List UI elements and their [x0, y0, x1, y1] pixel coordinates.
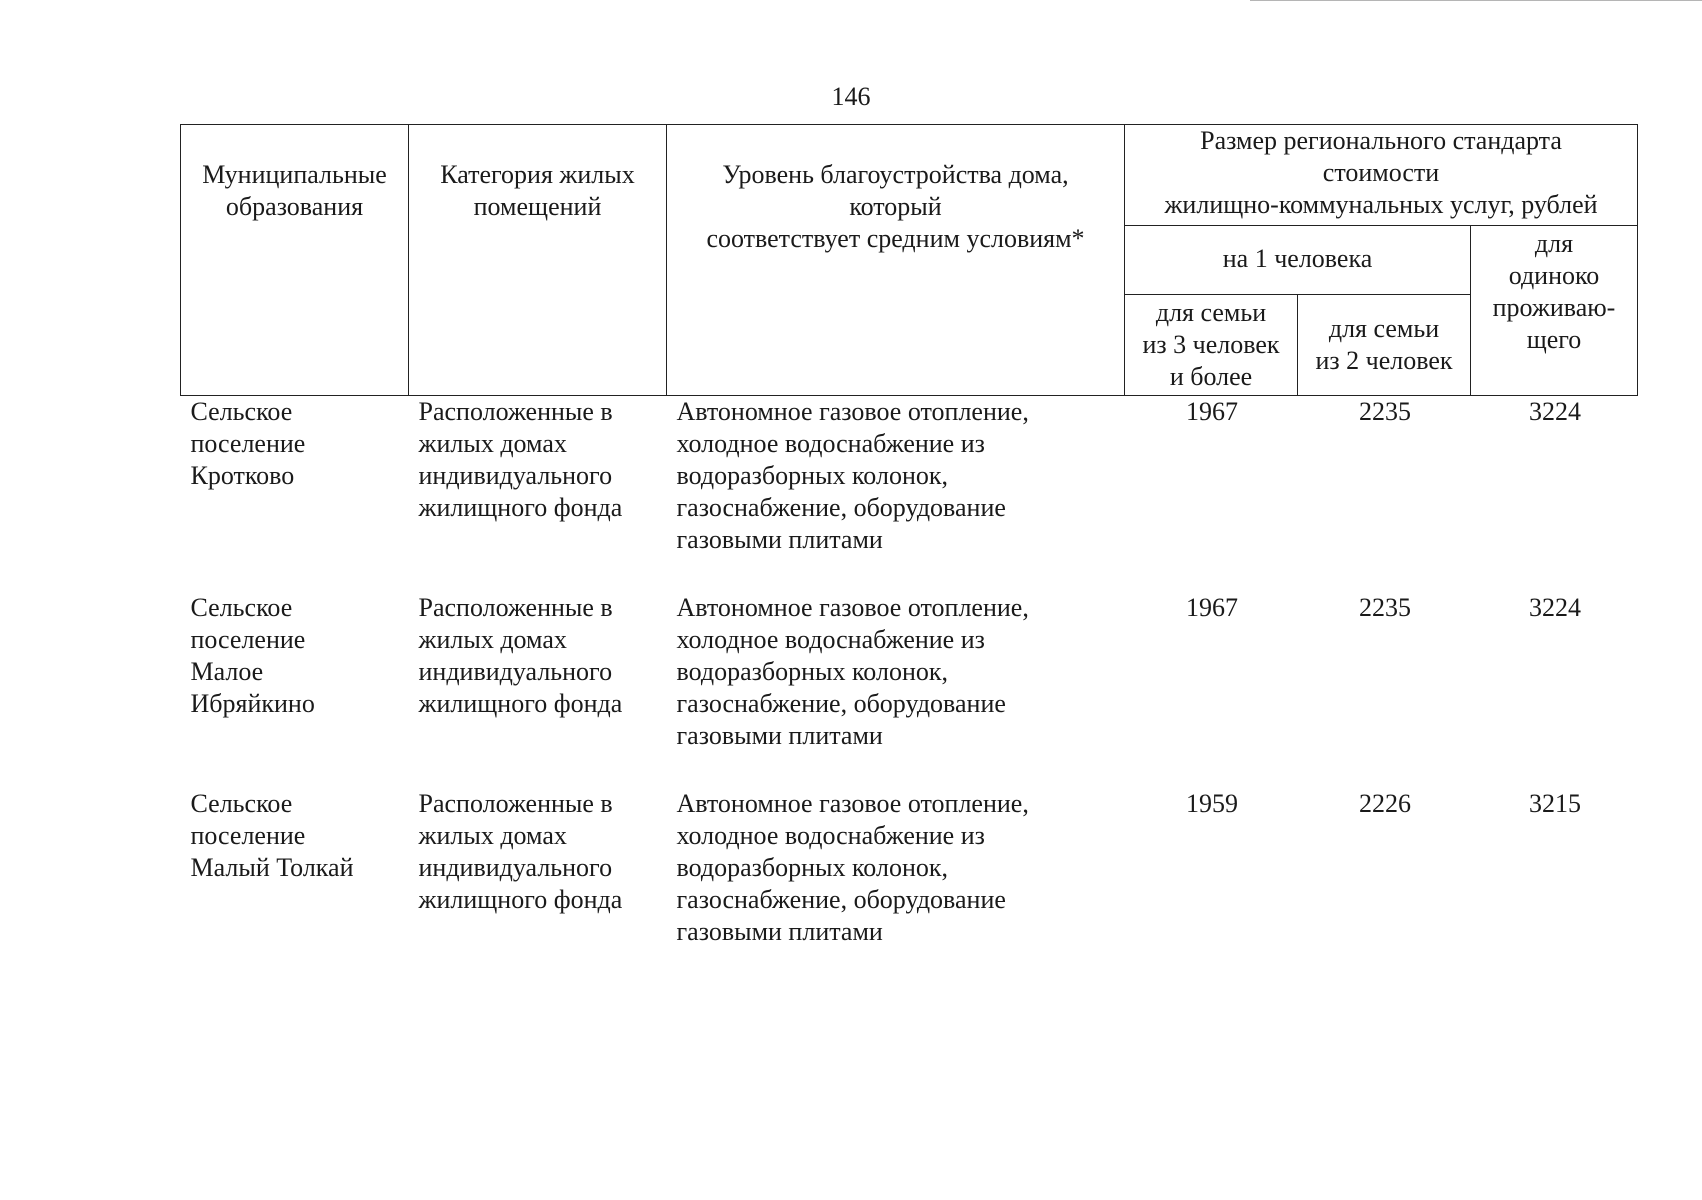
header-single-resident: для одиноко проживаю- щего	[1471, 226, 1638, 396]
cell-family-2: 2235	[1359, 397, 1411, 426]
header-row-1	[181, 125, 1638, 226]
cell-single-resident: 3224	[1529, 593, 1581, 622]
cell-municipality: Сельское поселение Малое Ибряйкино	[190, 593, 315, 718]
cell-amenity-level: Автономное газовое отопление, холодное водоснабжение из водоразборных колонок, газоснабжение, оборудование газовыми плитами	[676, 789, 1029, 946]
cell-family-3-plus: 1967	[1186, 397, 1238, 426]
cell-category: Расположенные в жилых домах индивидуального жилищного фонда	[418, 789, 623, 914]
header-municipality: Муниципальные образования	[181, 125, 409, 396]
cell-municipality: Сельское поселение Кротково	[190, 397, 306, 490]
cell-family-3-plus: 1967	[1186, 593, 1238, 622]
cell-amenity-level: Автономное газовое отопление, холодное водоснабжение из водоразборных колонок, газоснабжение, оборудование газовыми плитами	[676, 593, 1029, 750]
cell-single-resident: 3224	[1529, 397, 1581, 426]
table-row	[181, 592, 1638, 788]
cell-category: Расположенные в жилых домах индивидуального жилищного фонда	[418, 397, 623, 522]
header-per-person: на 1 человека	[1125, 226, 1471, 295]
cell-category: Расположенные в жилых домах индивидуального жилищного фонда	[418, 593, 623, 718]
cell-municipality: Сельское поселение Малый Толкай	[190, 789, 354, 882]
cell-family-2: 2226	[1359, 789, 1411, 818]
cell-amenity-level: Автономное газовое отопление, холодное водоснабжение из водоразборных колонок, газоснабжение, оборудование газовыми плитами	[676, 397, 1029, 554]
header-standard-size: Размер регионального стандарта стоимости жилищно-коммунальных услуг, рублей	[1125, 125, 1638, 226]
cell-single-resident: 3215	[1529, 789, 1581, 818]
scan-edge-line	[1250, 0, 1702, 1]
header-family-3-plus: для семьи из 3 человек и более	[1125, 295, 1298, 396]
table-row	[181, 788, 1638, 984]
table-body	[181, 396, 1638, 985]
header-family-2: для семьи из 2 человек	[1298, 295, 1471, 396]
housing-cost-standard-table	[180, 124, 1638, 984]
table-header	[181, 125, 1638, 396]
header-category: Категория жилых помещений	[409, 125, 667, 396]
page-number: 146	[831, 82, 871, 111]
table-row	[181, 396, 1638, 593]
cell-family-3-plus: 1959	[1186, 789, 1238, 818]
header-amenity-level: Уровень благоустройства дома, который соответствует средним условиям*	[667, 125, 1125, 396]
document-table-container	[180, 124, 1637, 984]
cell-family-2: 2235	[1359, 593, 1411, 622]
